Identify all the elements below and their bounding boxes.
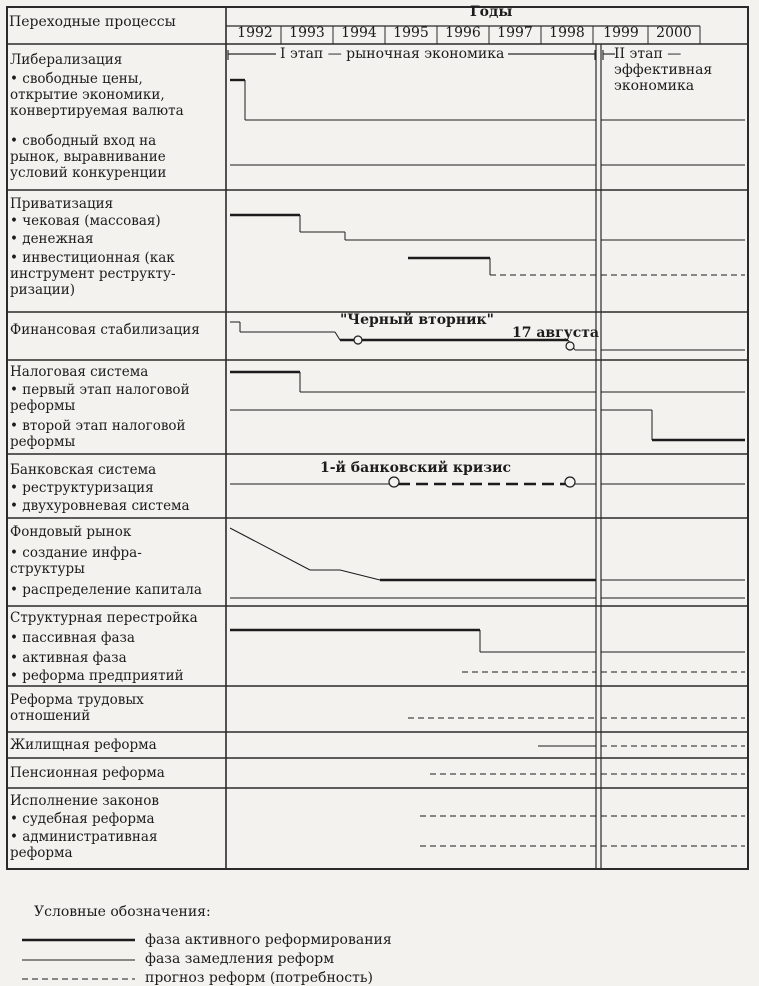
privatization-item-2: • денежная (10, 231, 94, 247)
banking-item-1: • реструктуризация (10, 480, 154, 496)
section-pension-title: Пенсионная реформа (10, 765, 165, 781)
structural-item-3: • реформа предприятий (10, 668, 184, 684)
legend-active: фаза активного реформирования (145, 932, 392, 948)
legend-title: Условные обозначения: (34, 904, 211, 920)
tax-item-2: • второй этап налоговой реформы (10, 418, 186, 450)
stock-item-2: • распределение капитала (10, 582, 202, 598)
liberalization-item-2: • свободный вход на рынок, выравнивание условий конкуренции (10, 133, 167, 181)
section-labour-title: Реформа трудовых отношений (10, 692, 144, 724)
section-fin-stabilization-title: Финансовая стабилизация (10, 322, 200, 338)
year-label: 1994 (341, 25, 377, 41)
tax-item-1: • первый этап налоговой реформы (10, 382, 190, 414)
years-header: Годы (470, 4, 513, 20)
banking-item-2: • двухуровневая система (10, 498, 190, 514)
year-label: 1998 (549, 25, 585, 41)
section-liberalization-title: Либерализация (10, 52, 123, 68)
liberalization-item-1: • свободные цены, открытие экономики, конвертируемая валюта (10, 71, 184, 119)
year-label: 1996 (445, 25, 481, 41)
section-tax-title: Налоговая система (10, 364, 149, 380)
law-item-1: • судебная реформа (10, 811, 155, 827)
year-label: 1993 (289, 25, 325, 41)
legend-slowdown: фаза замедления реформ (145, 951, 335, 967)
law-item-2: • административная реформа (10, 829, 158, 861)
stage-2-label: II этап — эффективная экономика (614, 46, 713, 94)
structural-item-2: • активная фаза (10, 650, 127, 666)
transitions-header: Переходные процессы (9, 14, 176, 30)
year-label: 1997 (497, 25, 533, 41)
section-structural-title: Структурная перестройка (10, 610, 198, 626)
year-label: 1995 (393, 25, 429, 41)
privatization-item-1: • чековая (массовая) (10, 213, 161, 229)
year-label: 1992 (237, 25, 273, 41)
year-label: 2000 (656, 25, 692, 41)
bank-crisis-annotation: 1-й банковский кризис (320, 460, 512, 476)
stock-item-1: • создание инфра- структуры (10, 545, 142, 577)
year-label: 1999 (603, 25, 639, 41)
section-housing-title: Жилищная реформа (10, 737, 157, 753)
section-privatization-title: Приватизация (10, 196, 114, 212)
section-law-title: Исполнение законов (10, 793, 160, 809)
legend-forecast: прогноз реформ (потребность) (145, 970, 373, 986)
privatization-item-3: • инвестиционная (как инструмент реструкту- ризации) (10, 250, 176, 298)
section-banking-title: Банковская система (10, 462, 157, 478)
stage-1-label: I этап — рыночная экономика (276, 46, 508, 62)
structural-item-1: • пассивная фаза (10, 630, 135, 646)
black-tuesday-annotation: "Черный вторник" (340, 312, 494, 328)
august-17-annotation: 17 августа (512, 325, 599, 341)
section-stock-market-title: Фондовый рынок (10, 524, 132, 540)
